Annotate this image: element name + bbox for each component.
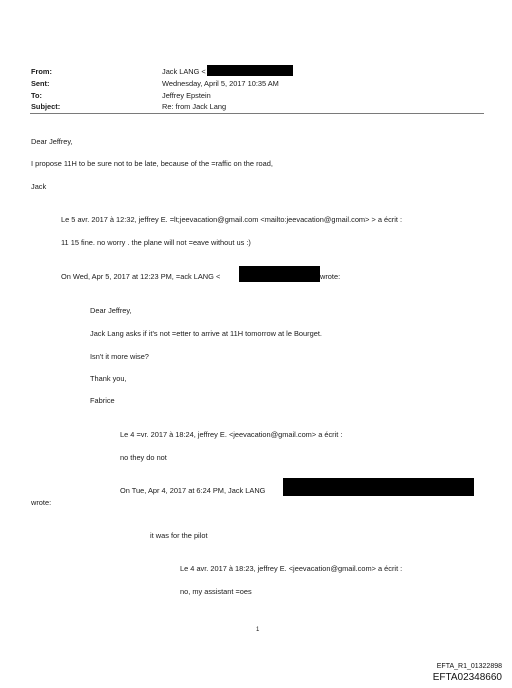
greeting: Dear Jeffrey, [31, 137, 73, 146]
quote-body: Thank you, [90, 374, 127, 383]
quote-header-wrote: wrote: [31, 498, 52, 507]
signoff: Jack [31, 182, 47, 191]
quote-greeting: Dear Jeffrey, [90, 306, 132, 315]
footer-id-secondary: EFTA02348660 [432, 672, 502, 683]
body-line: I propose 11H to be sure not to be late, because of the =raffic on the road, [31, 159, 273, 168]
quote-body: Jack Lang asks if it's not =etter to arrive at 11H tomorrow at le Bourget. [90, 329, 322, 338]
quote-signature: Fabrice [90, 396, 115, 405]
redaction-box [239, 266, 320, 282]
from-label: From: [31, 67, 52, 76]
redaction-box [283, 478, 474, 496]
to-value: Jeffrey Epstein [162, 91, 211, 100]
quote-header: Le 4 =vr. 2017 à 18:24, jeffrey E. <jeevacation@gmail.com> a écrit : [120, 430, 343, 439]
redaction-box [207, 65, 293, 76]
quote-body: it was for the pilot [150, 531, 208, 540]
page-number: 1 [256, 627, 260, 633]
quote-header: Le 4 avr. 2017 à 18:23, jeffrey E. <jeevacation@gmail.com> a écrit : [180, 564, 403, 573]
from-value: Jack LANG < [162, 67, 206, 76]
subject-value: Re: from Jack Lang [162, 102, 227, 111]
header-divider [30, 113, 484, 114]
quote-body: 11 15 fine. no worry . the plane will not =eave without us :) [61, 238, 251, 247]
quote-body: Isn't it more wise? [90, 352, 149, 361]
quote-header: On Wed, Apr 5, 2017 at 12:23 PM, =ack LANG < [61, 272, 221, 281]
sent-label: Sent: [31, 79, 50, 88]
quote-header: Le 5 avr. 2017 à 12:32, jeffrey E. =lt;jeevacation@gmail.com <mailto:jeevacation@gmail.com> > a écrit : [61, 215, 403, 224]
quote-header-wrote: wrote: [320, 272, 341, 281]
subject-label: Subject: [31, 102, 61, 111]
quote-body: no, my assistant =oes [180, 587, 252, 596]
quote-header: On Tue, Apr 4, 2017 at 6:24 PM, Jack LANG [120, 486, 266, 495]
footer-id-primary: EFTA_R1_01322898 [436, 663, 502, 670]
to-label: To: [31, 91, 42, 100]
quote-body: no they do not [120, 453, 167, 462]
sent-value: Wednesday, April 5, 2017 10:35 AM [162, 79, 279, 88]
